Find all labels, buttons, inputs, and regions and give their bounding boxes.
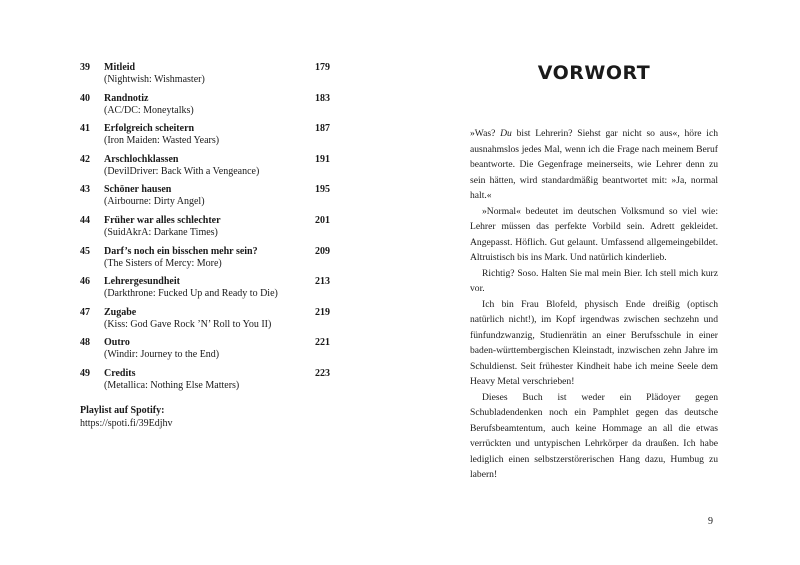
- toc-entry-page: 201: [315, 214, 330, 226]
- toc-entry-page: 221: [315, 337, 330, 349]
- toc-entry-title: Lehrergesundheit: [104, 276, 180, 288]
- toc-entry-number: 42: [80, 153, 90, 165]
- playlist-url[interactable]: https://spoti.fi/39Edjhv: [80, 417, 173, 429]
- toc-entry-number: 41: [80, 123, 90, 135]
- toc-entry-number: 43: [80, 184, 90, 196]
- toc-entry-title: Arschlochklassen: [104, 153, 179, 165]
- toc-entry-number: 46: [80, 276, 90, 288]
- toc-entry: [80, 276, 330, 307]
- toc-entry: [80, 215, 330, 246]
- foreword-paragraph-2: »Normal« bedeutet im deutschen Volksmund so viel wie: Lehrer müssen das perfekte Vorbild sein. Adrett gekleidet. Angepasst. Höflich. Gut gelaunt. Umfassend allgemeingebildet. Altruistisch bis ins Mark. Und natürlich kinderlieb.: [470, 205, 718, 263]
- toc-entry-page: 209: [315, 245, 330, 257]
- toc-entry-song: (Kiss: God Gave Rock ’N’ Roll to You II): [104, 318, 272, 330]
- toc-entry-song: (SuidAkrA: Darkane Times): [104, 226, 218, 238]
- toc-entry: [80, 246, 330, 277]
- toc-entry-page: 187: [315, 123, 330, 135]
- foreword-paragraph-5: Dieses Buch ist weder ein Plädoyer gegen Schubladendenken noch ein Pamphlet gegen das deutsche Berufsbeamtentum, auch keine Hommage an all die etwas verrückten und untypischen Lehrkörper da draußen. Ich habe lediglich einen selbstzerstörerischen Hang dazu, Humbug zu labern!: [470, 391, 718, 480]
- p1-start: »Was?: [470, 128, 501, 139]
- toc-entry-number: 45: [80, 245, 90, 257]
- toc-entry-number: 48: [80, 337, 90, 349]
- foreword-paragraph-1: [470, 126, 718, 204]
- toc-entry-song: (The Sisters of Mercy: More): [104, 257, 222, 269]
- toc-entry: [80, 93, 330, 124]
- toc-entry-page: 183: [315, 92, 330, 104]
- foreword-paragraph-3: Richtig? Soso. Halten Sie mal mein Bier. Ich stell mich kurz vor.: [470, 267, 718, 294]
- toc-entry-title: Erfolgreich scheitern: [104, 123, 195, 135]
- toc-entry-title: Schöner hausen: [104, 184, 172, 196]
- toc-entry-number: 49: [80, 367, 90, 379]
- toc-entry-title: Randnotiz: [104, 92, 149, 104]
- toc-entry-number: 44: [80, 214, 90, 226]
- toc-entry-page: 191: [315, 153, 330, 165]
- page-number: 9: [708, 516, 713, 527]
- toc-entry: [80, 154, 330, 185]
- toc-entry-number: 40: [80, 92, 90, 104]
- foreword-page: [470, 62, 718, 483]
- toc-entry-title: Credits: [104, 367, 136, 379]
- toc-entry-page: 223: [315, 367, 330, 379]
- toc-entry-page: 219: [315, 306, 330, 318]
- playlist-label: Playlist auf Spotify:: [80, 404, 165, 416]
- toc-entry: [80, 368, 330, 399]
- toc-entry-song: (Darkthrone: Fucked Up and Ready to Die): [104, 288, 278, 300]
- toc-entry-page: 195: [315, 184, 330, 196]
- toc-entry-song: (Airbourne: Dirty Angel): [104, 196, 205, 208]
- playlist-block: [80, 405, 330, 429]
- foreword-heading: VORWORT: [537, 62, 651, 84]
- toc-entry-number: 47: [80, 306, 90, 318]
- toc-entry: [80, 337, 330, 368]
- toc-entry-title: Outro: [104, 337, 130, 349]
- toc-entry-title: Mitleid: [104, 62, 136, 73]
- toc-list: [80, 62, 330, 399]
- toc-entry-title: Früher war alles schlechter: [104, 214, 221, 226]
- toc-entry: [80, 307, 330, 338]
- toc-entry: [80, 184, 330, 215]
- toc-entry: [80, 62, 330, 93]
- p1-emphasis: Du: [500, 128, 512, 139]
- toc-entry-song: (Iron Maiden: Wasted Years): [104, 135, 220, 147]
- toc-entry-number: 39: [80, 62, 90, 73]
- toc-entry-title: Darf’s noch ein bisschen mehr sein?: [104, 245, 258, 257]
- toc-entry: [80, 123, 330, 154]
- toc-entry-song: (Nightwish: Wishmaster): [104, 74, 205, 85]
- foreword-paragraph-4: Ich bin Frau Blofeld, physisch Ende dreißig (optisch natürlich nicht!), im Kopf irgendwas zwischen sechzehn und fünfundzwanzig, Studienrätin an einer Berufsschule in einer baden-württembergischen Kleinstadt, inzwischen zehn Jahre im Schuldienst. Seit frühester Kindheit habe ich meine Seele dem Heavy Metal verschrieben!: [470, 298, 718, 387]
- toc-entry-page: 213: [315, 276, 330, 288]
- table-of-contents: [80, 62, 330, 429]
- toc-entry-title: Zugabe: [104, 306, 137, 318]
- toc-entry-song: (Windir: Journey to the End): [104, 349, 220, 361]
- toc-entry-page: 179: [315, 62, 330, 73]
- p1-rest: bist Lehrerin? Siehst gar nicht so aus«, höre ich ausnahmslos jedes Mal, wenn ich die Frage nach meinem Beruf beantworte. Die Gegenfrage meinerseits, wie Lehrer denn zu sein hätten, wird standardmäßig beantwortet mit: »Ja, normal halt.«: [470, 128, 719, 201]
- toc-entry-song: (Metallica: Nothing Else Matters): [104, 379, 240, 391]
- toc-entry-song: (DevilDriver: Back With a Vengeance): [104, 165, 260, 177]
- toc-entry-song: (AC/DC: Moneytalks): [104, 104, 194, 116]
